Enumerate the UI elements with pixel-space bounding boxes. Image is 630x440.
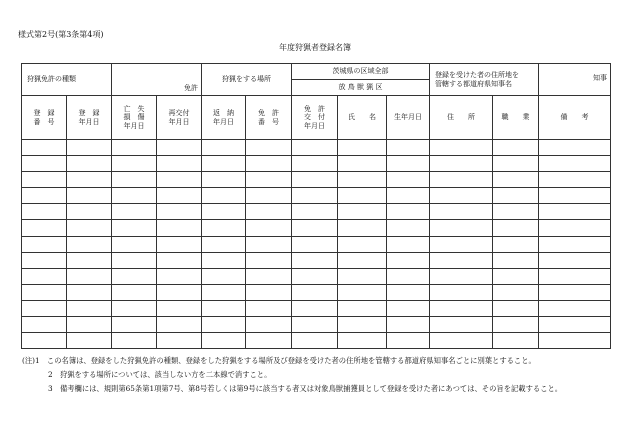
table-cell (539, 268, 611, 284)
table-cell (112, 204, 157, 220)
released-area-cell: 放 鳥 獣 猟 区 (292, 80, 430, 96)
table-row (22, 236, 611, 252)
table-cell (539, 284, 611, 300)
table-cell (22, 140, 67, 156)
table-cell (292, 252, 338, 268)
table-cell (246, 156, 292, 172)
col-header-line: 再交付 (168, 108, 190, 117)
table-cell (292, 140, 338, 156)
table-cell (539, 236, 611, 252)
table-cell (338, 284, 387, 300)
table-cell (157, 284, 202, 300)
table-cell (67, 204, 112, 220)
table-row (22, 252, 611, 268)
table-cell (493, 316, 539, 332)
table-cell (157, 332, 202, 348)
table-cell (338, 252, 387, 268)
table-cell (112, 268, 157, 284)
table-cell (67, 220, 112, 236)
table-cell (22, 220, 67, 236)
form-number: 様式第2号(第3条第4項) (18, 30, 104, 39)
table-cell (292, 332, 338, 348)
table-cell (112, 332, 157, 348)
table-cell (430, 284, 493, 300)
table-cell (22, 204, 67, 220)
table-cell (493, 204, 539, 220)
table-cell (539, 172, 611, 188)
table-cell (157, 188, 202, 204)
table-cell (202, 140, 246, 156)
table-cell (430, 204, 493, 220)
col-header-birth-date (387, 96, 430, 140)
table-cell (157, 316, 202, 332)
col-header-line: 交 付 (304, 113, 325, 122)
table-row (22, 156, 611, 172)
table-cell (202, 236, 246, 252)
table-cell (430, 140, 493, 156)
col-header-loss-damage-date (112, 96, 157, 140)
table-cell (292, 268, 338, 284)
table-cell (493, 140, 539, 156)
table-cell (202, 252, 246, 268)
table-cell (539, 220, 611, 236)
table-cell (22, 300, 67, 316)
table-cell (112, 300, 157, 316)
col-header-reissue-date (157, 96, 202, 140)
table-row (22, 316, 611, 332)
table-cell (430, 252, 493, 268)
hunting-place-cell: 狩猟をする場所 (202, 64, 292, 96)
table-cell (430, 300, 493, 316)
table-cell (22, 156, 67, 172)
col-header-line: 生年月日 (394, 113, 422, 122)
col-header-line: 損 傷 (123, 113, 145, 122)
col-header-line: 番 号 (33, 117, 55, 126)
governor-suffix-cell: 知事 (539, 64, 611, 96)
table-cell (539, 156, 611, 172)
table-row (22, 284, 611, 300)
note-1: (注)1 この名簿は、登録をした狩猟免許の種類、登録をした狩猟をする場所及び登録を受けた者の住所地を管轄する都道府県知事名ごとに別葉とすること。 (22, 356, 536, 365)
table-cell (202, 172, 246, 188)
col-header-registration-number (22, 96, 67, 140)
table-cell (22, 268, 67, 284)
table-cell (387, 332, 430, 348)
note-2: 2 狩猟をする場所については、該当しない方を二本線で消すこと。 (48, 370, 272, 379)
col-header-return-date (202, 96, 246, 140)
register-title: 年度狩猟者登録名簿 (279, 43, 351, 52)
table-cell (539, 332, 611, 348)
table-cell (112, 220, 157, 236)
table-cell (387, 300, 430, 316)
table-cell (246, 172, 292, 188)
table-cell (157, 268, 202, 284)
table-row (22, 268, 611, 284)
governor-label-cell (430, 64, 539, 96)
table-cell (338, 236, 387, 252)
note-3: 3 備考欄には、規則第65条第1項第7号、第8号若しくは第9号に該当する者又は対象鳥獣捕獲員として登録を受けた者にあつては、その旨を記載すること。 (48, 384, 563, 393)
col-header-line: 年月日 (168, 117, 190, 126)
table-cell (22, 316, 67, 332)
table-cell (292, 188, 338, 204)
table-cell (112, 172, 157, 188)
table-cell (292, 284, 338, 300)
table-cell (539, 300, 611, 316)
table-cell (246, 300, 292, 316)
col-header-line: 職 業 (501, 113, 530, 122)
col-header-address (430, 96, 493, 140)
col-header-license-issue-date (292, 96, 338, 140)
table-cell (387, 188, 430, 204)
table-cell (202, 220, 246, 236)
table-row (22, 140, 611, 156)
table-cell (112, 236, 157, 252)
table-cell (292, 300, 338, 316)
table-cell (292, 220, 338, 236)
table-cell (430, 156, 493, 172)
table-cell (430, 236, 493, 252)
col-header-line: 免 許 (258, 108, 279, 117)
col-header-line: 氏 名 (348, 113, 376, 122)
table-cell (493, 300, 539, 316)
col-header-line: 登 録 (33, 108, 55, 117)
hunter-registration-table (21, 63, 611, 349)
col-header-registration-date (67, 96, 112, 140)
col-header-line: 住 所 (447, 113, 475, 122)
col-header-line: 年月日 (304, 122, 325, 131)
table-cell (430, 188, 493, 204)
table-cell (157, 172, 202, 188)
table-row (22, 188, 611, 204)
governor-label-line-2: 管轄する都道府県知事名 (435, 79, 512, 88)
table-cell (157, 300, 202, 316)
table-cell (338, 204, 387, 220)
table-cell (292, 236, 338, 252)
table-cell (430, 220, 493, 236)
col-header-line: 返 納 (213, 108, 234, 117)
table-cell (338, 220, 387, 236)
table-cell (112, 284, 157, 300)
notes-section (22, 354, 562, 396)
table-cell (202, 156, 246, 172)
table-cell (67, 188, 112, 204)
col-header-line: 登 録 (78, 108, 100, 117)
table-cell (157, 220, 202, 236)
col-header-name (338, 96, 387, 140)
table-row (22, 204, 611, 220)
table-cell (387, 204, 430, 220)
table-cell (338, 156, 387, 172)
table-cell (338, 300, 387, 316)
table-cell (112, 188, 157, 204)
table-cell (430, 332, 493, 348)
table-cell (292, 316, 338, 332)
table-cell (202, 284, 246, 300)
table-cell (493, 188, 539, 204)
table-cell (67, 316, 112, 332)
table-cell (387, 268, 430, 284)
col-header-line: 免 許 (304, 104, 325, 113)
table-cell (67, 172, 112, 188)
table-cell (387, 316, 430, 332)
table-cell (387, 140, 430, 156)
table-cell (22, 172, 67, 188)
table-cell (202, 300, 246, 316)
table-cell (246, 204, 292, 220)
table-cell (338, 172, 387, 188)
table-cell (112, 140, 157, 156)
table-cell (387, 172, 430, 188)
table-cell (202, 332, 246, 348)
table-cell (539, 204, 611, 220)
table-cell (539, 316, 611, 332)
col-header-line: 年月日 (123, 122, 145, 131)
table-cell (430, 172, 493, 188)
table-row (22, 172, 611, 188)
table-cell (430, 268, 493, 284)
table-cell (493, 268, 539, 284)
table-cell (22, 236, 67, 252)
table-cell (493, 220, 539, 236)
table-cell (292, 156, 338, 172)
table-cell (112, 252, 157, 268)
table-cell (539, 140, 611, 156)
table-cell (246, 236, 292, 252)
table-cell (157, 156, 202, 172)
table-cell (493, 236, 539, 252)
table-cell (157, 140, 202, 156)
table-cell (67, 252, 112, 268)
col-header-license-number (246, 96, 292, 140)
table-cell (246, 332, 292, 348)
table-cell (387, 236, 430, 252)
table-cell (246, 252, 292, 268)
license-type-cell: 狩猟免許の種類 (22, 64, 112, 96)
table-row (22, 332, 611, 348)
table-cell (157, 252, 202, 268)
table-cell (493, 332, 539, 348)
table-cell (22, 332, 67, 348)
table-cell (338, 268, 387, 284)
table-cell (22, 188, 67, 204)
table-cell (202, 316, 246, 332)
table-cell (22, 284, 67, 300)
table-cell (202, 268, 246, 284)
table-cell (493, 156, 539, 172)
col-header-occupation (493, 96, 539, 140)
table-cell (338, 316, 387, 332)
table-cell (67, 236, 112, 252)
table-cell (387, 220, 430, 236)
table-cell (539, 252, 611, 268)
table-row (22, 300, 611, 316)
col-header-remarks (539, 96, 611, 140)
table-cell (67, 140, 112, 156)
table-cell (338, 332, 387, 348)
col-header-line: 備 考 (560, 113, 589, 122)
table-cell (387, 252, 430, 268)
table-cell (67, 284, 112, 300)
table-cell (387, 284, 430, 300)
table-cell (157, 236, 202, 252)
table-cell (67, 332, 112, 348)
table-cell (67, 268, 112, 284)
table-cell (493, 172, 539, 188)
table-cell (493, 284, 539, 300)
table-cell (202, 204, 246, 220)
table-cell (112, 156, 157, 172)
governor-label-line-1: 登録を受けた者の住所地を (435, 70, 519, 79)
table-cell (338, 188, 387, 204)
ibaraki-all-cell: 茨城県の区域全部 (292, 64, 430, 80)
table-cell (387, 156, 430, 172)
table-cell (292, 204, 338, 220)
table-cell (22, 252, 67, 268)
table-cell (246, 316, 292, 332)
table-cell (246, 220, 292, 236)
col-header-line: 亡 失 (123, 104, 145, 113)
col-header-line: 年月日 (78, 117, 100, 126)
table-cell (157, 204, 202, 220)
table-cell (430, 316, 493, 332)
table-cell (67, 300, 112, 316)
table-cell (246, 140, 292, 156)
col-header-line: 年月日 (213, 117, 234, 126)
table-cell (338, 140, 387, 156)
table-cell (112, 316, 157, 332)
table-cell (539, 188, 611, 204)
table-cell (202, 188, 246, 204)
table-cell (292, 172, 338, 188)
table-cell (67, 156, 112, 172)
license-suffix-cell: 免許 (112, 64, 202, 96)
col-header-line: 番 号 (258, 117, 279, 126)
table-cell (246, 284, 292, 300)
table-cell (246, 188, 292, 204)
table-row (22, 220, 611, 236)
table-cell (493, 252, 539, 268)
table-cell (246, 268, 292, 284)
